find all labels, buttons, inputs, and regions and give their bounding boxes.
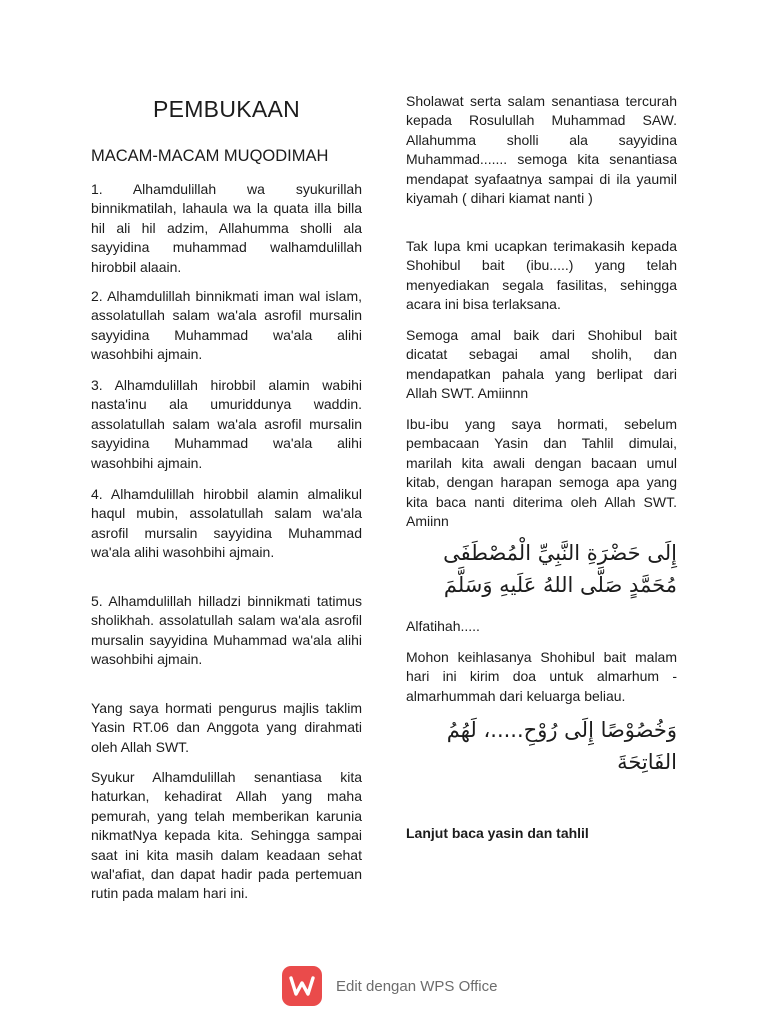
page-title: PEMBUKAAN [152,96,301,122]
terimakasih-paragraph: Tak lupa kmi ucapkan terimakasih kepada Shohibul bait (ibu.....) yang telah menyediakan segala fasilitas, sehingga acara ini bisa terlaksana. [406,238,677,313]
muqodimah-5: 5. Alhamdulillah hilladzi binnikmati tatimus sholikhah. assolatullah salam wa'ala asrofil mursalin sayyidina Muhammad wa'ala alihi wasohbihi ajmain. [91,593,362,668]
muqodimah-2: 2. Alhamdulillah binnikmati iman wal islam, assolatullah salam wa'ala asrofil mursalin sayyidina Muhammad wa'ala alihi wasohbihi ajmain. [91,288,362,363]
muqodimah-1: 1. Alhamdulillah wa syukurillah binnikmatilah, lahaula wa la quata illa billa hil ali hil adzim, Allahumma sholli ala sayyidina muhammad walhamdulillah hirobbil alaain. [91,181,362,275]
arabic-hadrah-line-2: مُحَمَّدٍ صَلَّى اللهُ عَلَيهِ وَسَلَّمَ [443,573,677,597]
section-title: MACAM-MACAM MUQODIMAH [91,147,329,165]
sholawat-paragraph: Sholawat serta salam senantiasa tercurah kepada Rosulullah Muhammad SAW. Allahumma sholli ala sayyidina Muhammad....... semoga kita senantiasa mendapat syafaatnya sampai di ila yaumil kiyamah ( dihari kiamat nanti ) [406,93,677,207]
wps-edit-link[interactable]: Edit dengan WPS Office [336,977,498,995]
syukur-paragraph: Syukur Alhamdulillah senantiasa kita haturkan, kehadirat Allah yang maha pemurah, yang telah memberikan karunia nikmatNya kepada kita. Sehingga sampai saat ini kita masih dalam keadaan sehat wal'afiat, dan dapat hadir pada pertemuan rutin pada malam hari ini. [91,769,362,902]
alfatihah-label: Alfatihah..... [406,618,480,634]
muqodimah-4: 4. Alhamdulillah hirobbil alamin almalikul haqul mubin, assolatullah salam wa'ala asrofil mursalin sayyidina Muhammad wa'ala alihi wasohbihi ajmain. [91,486,362,561]
arabic-hadrah-line-1: إِلَى حَضْرَةِ النَّبِيِّ الْمُصْطَفَى [443,541,677,565]
arabic-khususon-line-1: وَخُصُوْصًا إِلَى رُوْحِ.....، لَهُمُ [446,718,677,742]
closing-note: Lanjut baca yasin dan tahlil [406,825,589,841]
ibu-ibu-paragraph: Ibu-ibu yang saya hormati, sebelum pembacaan Yasin dan Tahlil dimulai, marilah kita awali dengan bacaan umul kitab, dengan harapan semoga apa yang kita baca nanti diterima oleh Allah SWT. Amiinn [406,416,677,530]
mohon-paragraph: Mohon keihlasanya Shohibul bait malam hari ini kirim doa untuk almarhum - almarhummah dari keluarga beliau. [406,649,677,704]
wps-office-logo-icon[interactable] [282,966,322,1006]
semoga-paragraph: Semoga amal baik dari Shohibul bait dicatat sebagai amal sholih, dan mendapatkan pahala yang berlipat dari Allah SWT. Amiinnn [406,327,677,402]
wps-footer[interactable] [282,964,497,1008]
arabic-khususon-line-2: الفَاتِحَةَ [617,750,677,774]
muqodimah-3: 3. Alhamdulillah hirobbil alamin wabihi nasta'inu ala umuriddunya waddin. assolatullah salam wa'ala asrofil mursalin sayyidina Muhammad wa'ala alihi wasohbihi ajmain. [91,377,362,471]
greeting-paragraph: Yang saya hormati pengurus majlis taklim Yasin RT.06 dan Anggota yang dirahmati oleh Allah SWT. [91,700,362,755]
